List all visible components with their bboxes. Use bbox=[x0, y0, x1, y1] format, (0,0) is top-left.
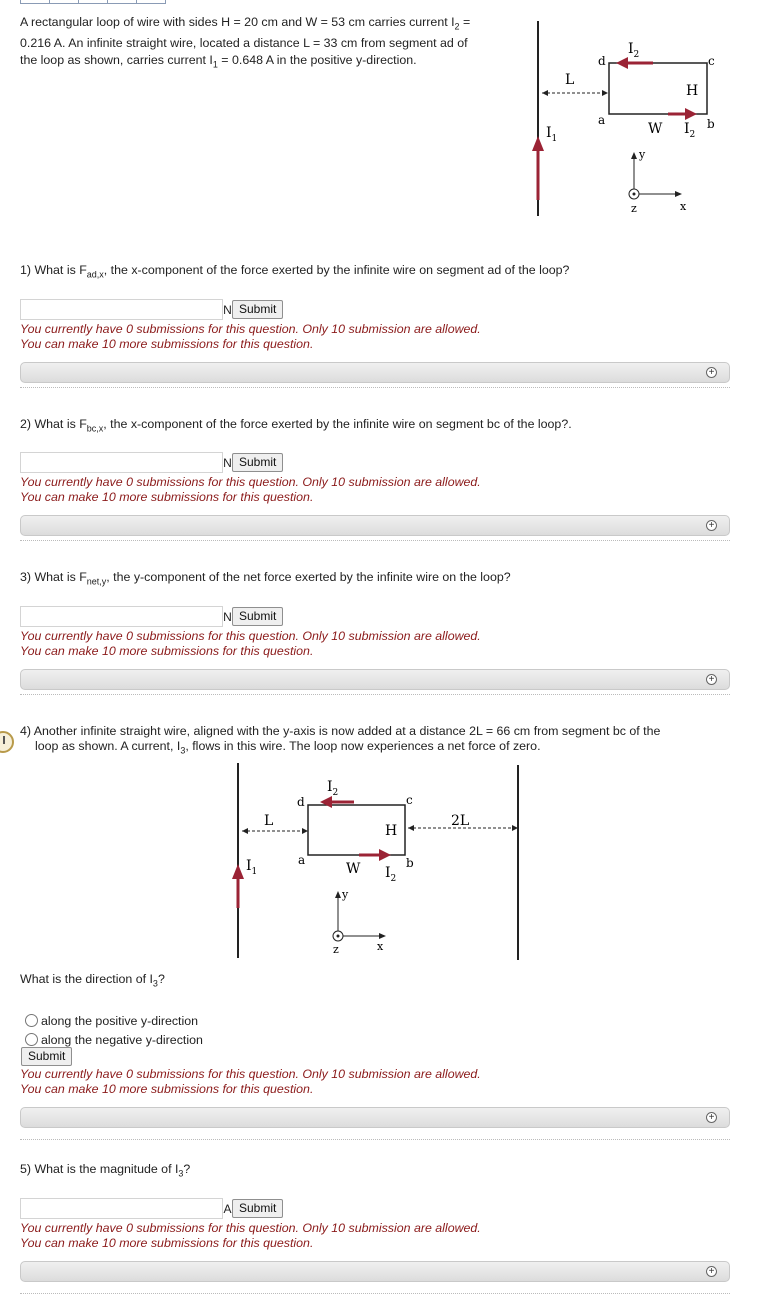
answer-input-5[interactable] bbox=[20, 1198, 223, 1219]
question-4-prompt: What is the direction of $I_3$? bbox=[20, 972, 165, 989]
two-l-label: 2L bbox=[451, 813, 470, 829]
plus-circle-icon[interactable]: + bbox=[706, 674, 717, 685]
answer-row-5 bbox=[20, 1198, 283, 1219]
answer-row-2 bbox=[20, 452, 283, 473]
i2-bottom-label: $I_2$ bbox=[684, 121, 696, 140]
i1-label: $I_1$ bbox=[246, 858, 258, 877]
tab[interactable] bbox=[78, 0, 108, 4]
loop-diagram-2 bbox=[224, 760, 528, 965]
tab[interactable] bbox=[49, 0, 79, 4]
submit-button-5[interactable]: Submit bbox=[232, 1199, 283, 1218]
corner-a: a bbox=[298, 853, 306, 867]
answer-row-1 bbox=[20, 299, 283, 320]
z-label: z bbox=[333, 943, 339, 956]
corner-c: c bbox=[708, 54, 715, 68]
plus-circle-icon[interactable]: + bbox=[706, 1266, 717, 1277]
top-tabs bbox=[20, 0, 165, 4]
direction-options bbox=[25, 1012, 203, 1050]
corner-a: a bbox=[598, 113, 606, 127]
unit-label: A bbox=[223, 1201, 232, 1216]
submission-note-1: You currently have 0 submissions for this question. Only 10 submission are allowed. You can make 10 more submissions for this question. bbox=[20, 322, 481, 351]
y-label: y bbox=[342, 888, 349, 901]
submission-note-4: You currently have 0 submissions for this question. Only 10 submission are allowed. You can make 10 more submissions for this question. bbox=[20, 1067, 481, 1096]
clock-icon bbox=[0, 731, 14, 753]
submission-note-5: You currently have 0 submissions for this question. Only 10 submission are allowed. You can make 10 more submissions for this question. bbox=[20, 1221, 481, 1250]
divider bbox=[20, 387, 730, 388]
submit-button-4[interactable]: Submit bbox=[21, 1047, 72, 1066]
i2-bottom-label: $I_2$ bbox=[385, 865, 397, 884]
i2-top-label: $I_2$ bbox=[628, 41, 640, 60]
divider bbox=[20, 1139, 730, 1140]
divider bbox=[20, 540, 730, 541]
submit-button-2[interactable]: Submit bbox=[232, 453, 283, 472]
plus-circle-icon[interactable]: + bbox=[706, 1112, 717, 1123]
expand-bar-4[interactable] bbox=[20, 1107, 730, 1128]
corner-d: d bbox=[297, 795, 305, 809]
tab[interactable] bbox=[20, 0, 50, 4]
corner-d: d bbox=[598, 54, 606, 68]
divider bbox=[20, 694, 730, 695]
question-3: 3) What is $F_{net,y}$, the y-component of the net force exerted by the infinite wire on the loop? bbox=[20, 570, 511, 587]
tab[interactable] bbox=[107, 0, 137, 4]
tab[interactable] bbox=[136, 0, 166, 4]
i1-label: $I_1$ bbox=[546, 125, 558, 144]
radio-button[interactable] bbox=[25, 1033, 38, 1046]
question-4: 4) Another infinite straight wire, aligned with the y-axis is now added at a distance 2L = 66 cm from segment bc of the loop as shown. A current, $I_3$, flows in this wire. The loop now experiences a net force of zero. bbox=[20, 724, 661, 756]
w-label: W bbox=[346, 861, 361, 877]
unit-label: N bbox=[223, 455, 232, 470]
expand-bar-5[interactable] bbox=[20, 1261, 730, 1282]
i1-arrowhead bbox=[532, 136, 544, 151]
corner-c: c bbox=[406, 793, 413, 807]
l-label: L bbox=[264, 813, 274, 829]
expand-bar-3[interactable] bbox=[20, 669, 730, 690]
option-positive-y[interactable]: along the positive y-direction bbox=[25, 1012, 203, 1031]
l-label: L bbox=[565, 72, 575, 88]
i2-top-label: $I_2$ bbox=[327, 779, 339, 798]
expand-bar-1[interactable] bbox=[20, 362, 730, 383]
loop-diagram-1 bbox=[520, 18, 730, 223]
y-label: y bbox=[639, 148, 646, 161]
expand-bar-2[interactable] bbox=[20, 515, 730, 536]
submit-button-3[interactable]: Submit bbox=[232, 607, 283, 626]
submission-note-3: You currently have 0 submissions for this question. Only 10 submission are allowed. You can make 10 more submissions for this question. bbox=[20, 629, 481, 658]
plus-circle-icon[interactable]: + bbox=[706, 520, 717, 531]
answer-row-3 bbox=[20, 606, 283, 627]
submission-note-2: You currently have 0 submissions for this question. Only 10 submission are allowed. You can make 10 more submissions for this question. bbox=[20, 475, 481, 504]
unit-label: N bbox=[223, 609, 232, 624]
question-2: 2) What is $F_{bc,x}$, the x-component of the force exerted by the infinite wire on segment bc of the loop?. bbox=[20, 417, 572, 434]
unit-label: N bbox=[223, 302, 232, 317]
problem-intro: A rectangular loop of wire with sides H = 20 cm and W = 53 cm carries current $I_2$ = 0.216 A. An infinite straight wire, located a distance L = 33 cm from segment ad of the loop as shown, carries current $I_1 = 0.648$ A in the positive y-direction. bbox=[20, 15, 471, 70]
question-1: 1) What is $F_{ad,x}$, the x-component of the force exerted by the infinite wire on segment ad of the loop? bbox=[20, 263, 570, 280]
corner-b: b bbox=[707, 117, 715, 131]
option-negative-y[interactable]: along the negative y-direction bbox=[25, 1031, 203, 1050]
z-label: z bbox=[631, 202, 637, 215]
x-label: x bbox=[377, 940, 384, 953]
radio-button[interactable] bbox=[25, 1014, 38, 1027]
divider bbox=[20, 1293, 730, 1294]
answer-input-2[interactable] bbox=[20, 452, 223, 473]
x-label: x bbox=[680, 200, 687, 213]
submit-button-1[interactable]: Submit bbox=[232, 300, 283, 319]
answer-input-1[interactable] bbox=[20, 299, 223, 320]
question-5: 5) What is the magnitude of $I_3$? bbox=[20, 1162, 191, 1179]
corner-b: b bbox=[406, 856, 414, 870]
h-label: H bbox=[686, 83, 699, 99]
w-label: W bbox=[648, 121, 663, 137]
plus-circle-icon[interactable]: + bbox=[706, 367, 717, 378]
answer-input-3[interactable] bbox=[20, 606, 223, 627]
h-label: H bbox=[385, 823, 398, 839]
